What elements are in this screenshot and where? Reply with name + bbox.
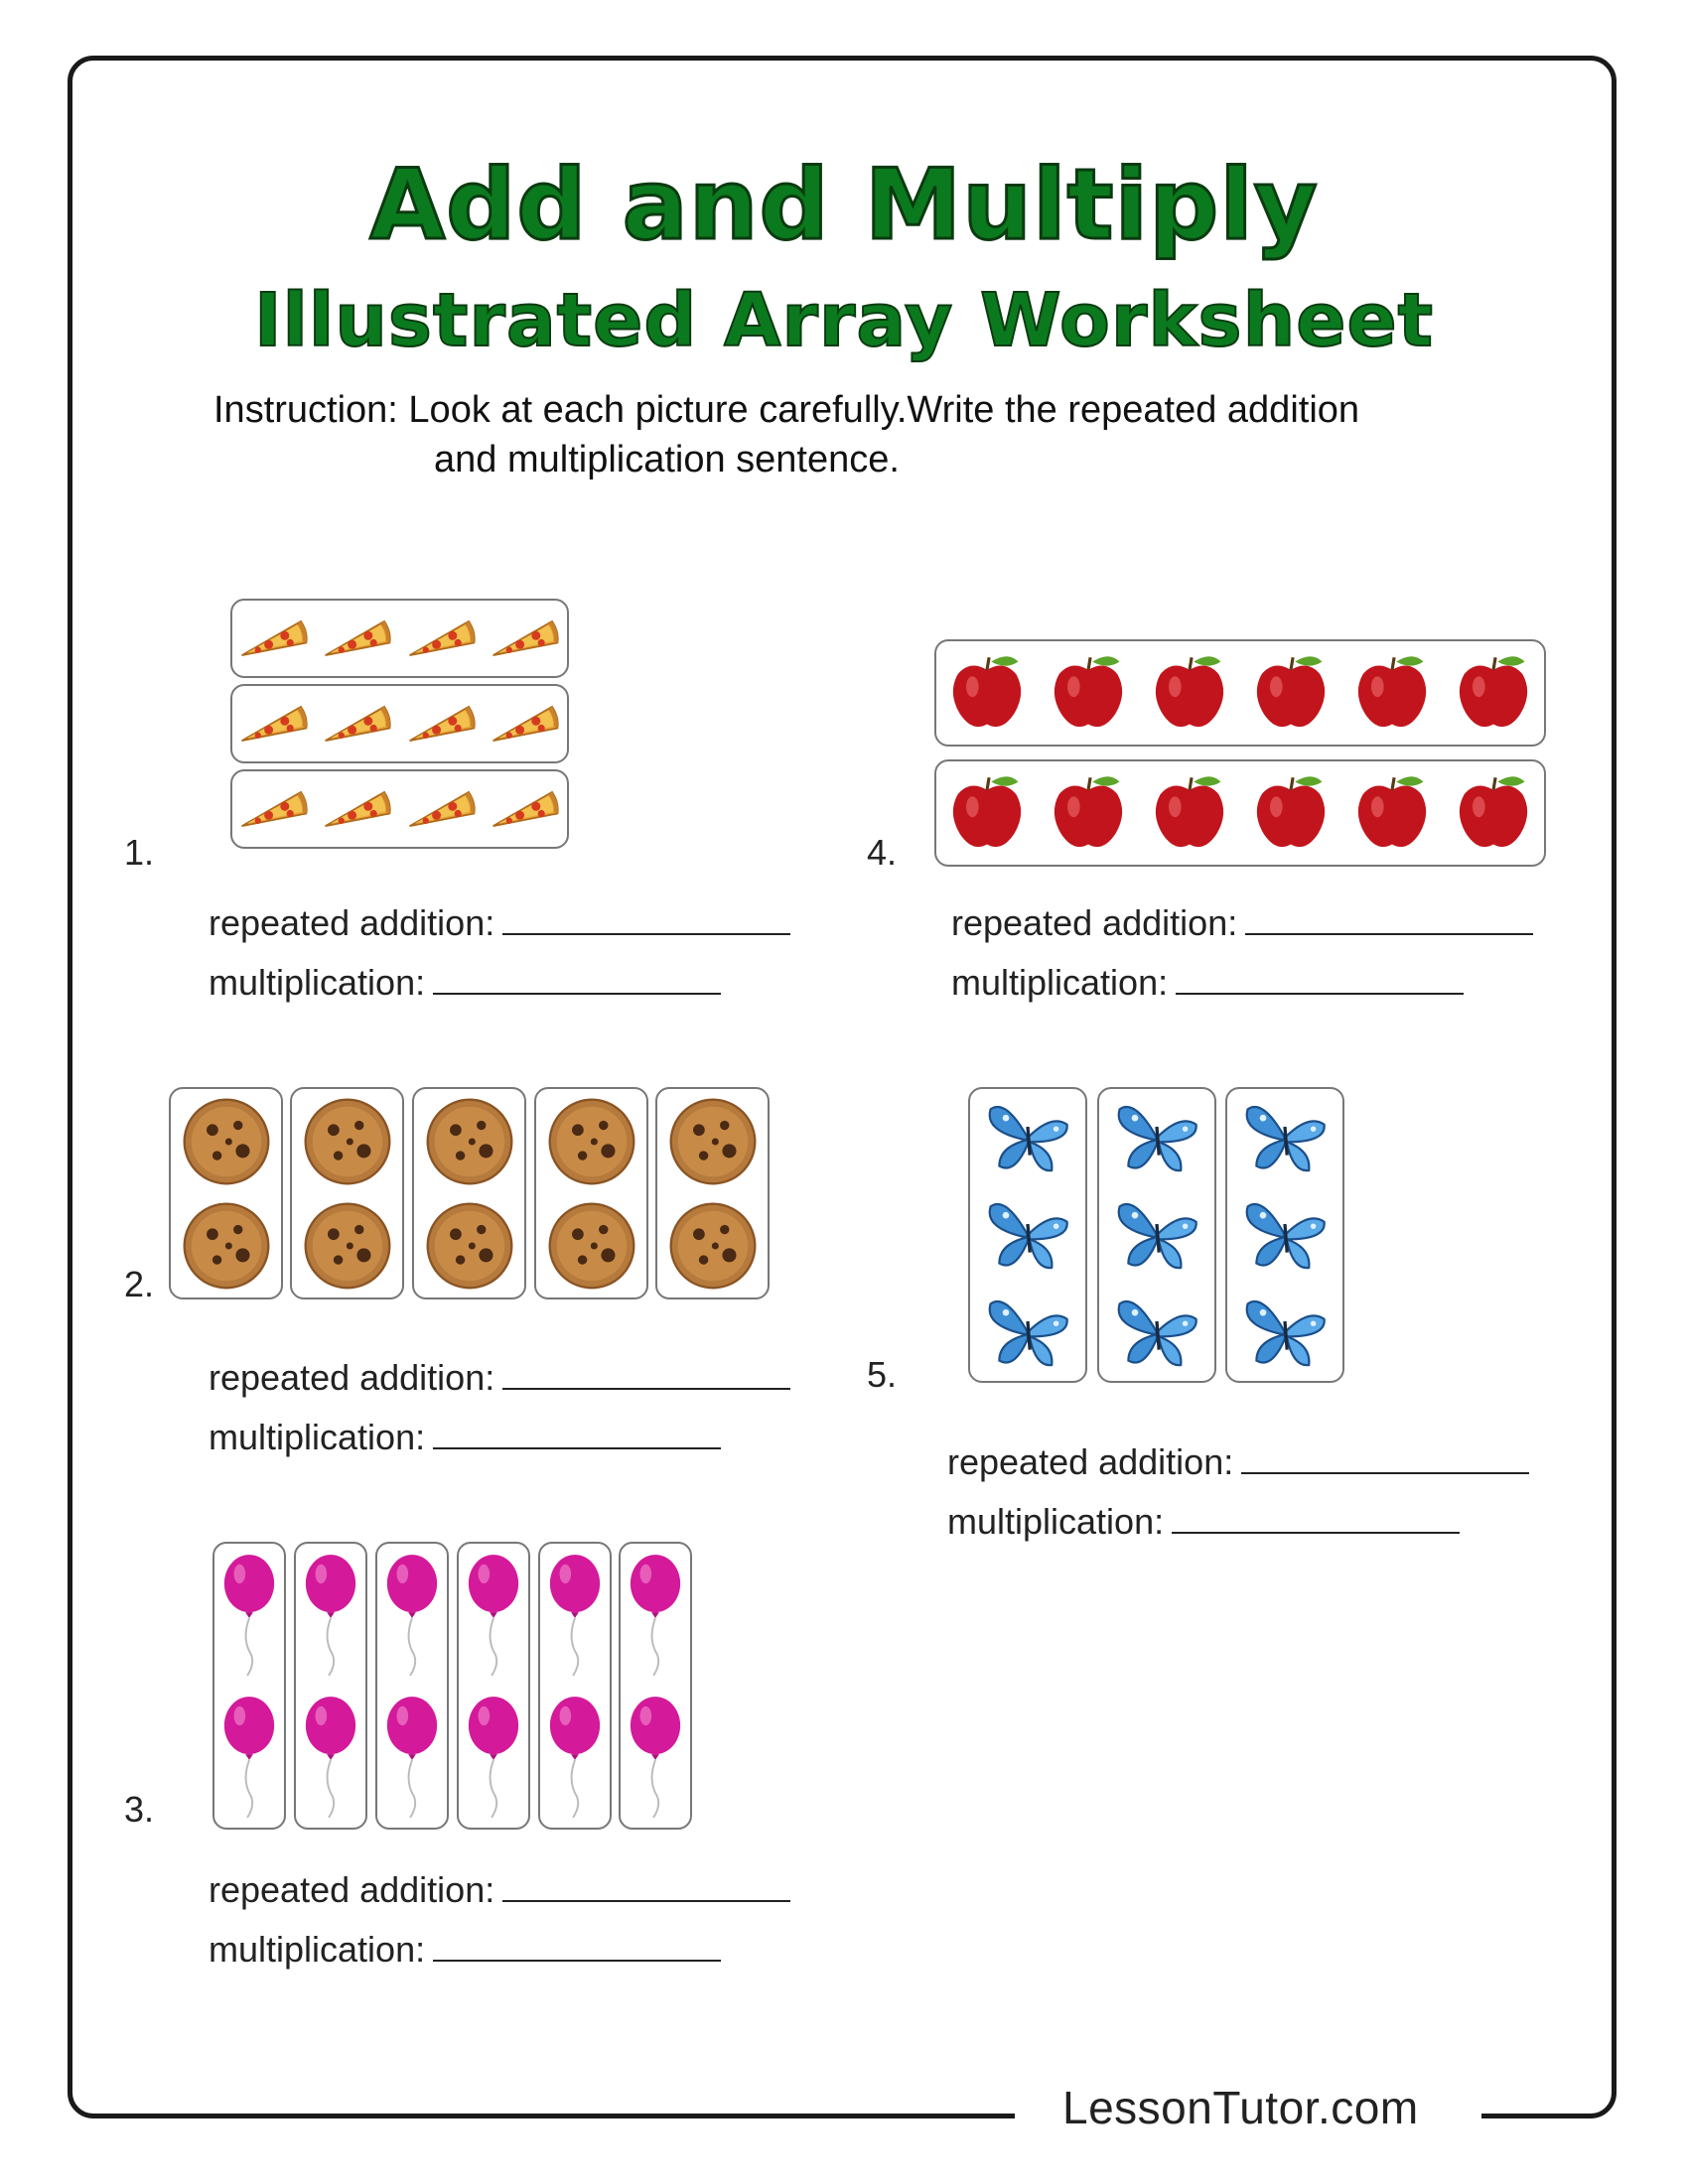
repeated-addition-label: repeated addition: <box>209 902 495 943</box>
cookie-icon <box>545 1095 638 1188</box>
apple-icon <box>1148 651 1231 735</box>
apple-icon <box>1350 651 1434 735</box>
pizza-slice-icon <box>238 615 310 661</box>
problem-4-number: 4. <box>867 832 898 873</box>
apple-icon <box>1148 771 1231 855</box>
multiplication-label: multiplication: <box>951 962 1169 1003</box>
balloon-group-1 <box>212 1542 286 1830</box>
problem-1-answers <box>209 893 790 1013</box>
multiplication-blank[interactable] <box>433 1416 721 1449</box>
problem-2-multiplication <box>209 1408 790 1467</box>
pizza-slice-icon <box>490 615 561 661</box>
repeated-addition-blank[interactable] <box>502 1868 790 1902</box>
cookie-group-2 <box>290 1087 404 1299</box>
cookie-icon <box>423 1199 516 1293</box>
pizza-row-3 <box>230 769 569 849</box>
butterfly-group-2 <box>1097 1087 1216 1383</box>
cookie-icon <box>301 1199 394 1293</box>
instruction-line-1: Instruction: Look at each picture carefully.Write the repeated addition <box>213 389 1360 431</box>
repeated-addition-blank[interactable] <box>1241 1440 1529 1474</box>
problem-4-repeated-addition <box>951 893 1533 953</box>
multiplication-blank[interactable] <box>1176 961 1464 995</box>
balloon-icon <box>383 1695 441 1820</box>
repeated-addition-blank[interactable] <box>1245 901 1533 935</box>
pizza-slice-icon <box>406 701 478 747</box>
apple-icon <box>1249 771 1333 855</box>
pizza-slice-icon <box>490 786 561 832</box>
pizza-slice-icon <box>322 615 393 661</box>
balloon-icon <box>220 1695 278 1820</box>
butterfly-icon <box>982 1191 1073 1279</box>
balloon-group-6 <box>619 1542 692 1830</box>
apple-row-1 <box>934 639 1546 747</box>
apple-icon <box>1047 651 1130 735</box>
apple-icon <box>1452 771 1535 855</box>
balloon-icon <box>220 1553 278 1678</box>
cookie-group-1 <box>169 1087 283 1299</box>
problem-5-number: 5. <box>867 1354 898 1395</box>
problem-3-number: 3. <box>124 1789 155 1830</box>
cookie-icon <box>666 1199 760 1293</box>
repeated-addition-label: repeated addition: <box>951 902 1238 943</box>
balloon-icon <box>302 1695 359 1820</box>
instruction-line-2: and multiplication sentence. <box>434 439 900 480</box>
cookie-icon <box>301 1095 394 1188</box>
apple-row-2 <box>934 759 1546 867</box>
balloon-icon <box>465 1553 522 1678</box>
pizza-slice-icon <box>322 786 393 832</box>
pizza-slice-icon <box>406 786 478 832</box>
repeated-addition-blank[interactable] <box>502 1356 790 1390</box>
butterfly-icon <box>1239 1289 1331 1376</box>
balloon-icon <box>546 1695 604 1820</box>
worksheet-title: Add and Multiply <box>369 149 1319 262</box>
instruction-text <box>213 385 1504 484</box>
balloon-icon <box>383 1553 441 1678</box>
butterfly-icon <box>1111 1191 1202 1279</box>
problem-5-repeated-addition <box>947 1433 1529 1492</box>
apple-icon <box>945 771 1029 855</box>
balloon-group-4 <box>457 1542 530 1830</box>
problem-3-answers <box>209 1860 790 1979</box>
butterfly-icon <box>1239 1094 1331 1181</box>
butterfly-icon <box>982 1094 1073 1181</box>
problem-5-answers <box>947 1433 1529 1552</box>
multiplication-blank[interactable] <box>433 961 721 995</box>
butterfly-icon <box>1111 1094 1202 1181</box>
butterfly-group-3 <box>1225 1087 1344 1383</box>
multiplication-label: multiplication: <box>209 1929 426 1970</box>
cookie-icon <box>180 1199 273 1293</box>
pizza-slice-icon <box>238 786 310 832</box>
pizza-slice-icon <box>406 615 478 661</box>
balloon-group-3 <box>375 1542 449 1830</box>
balloon-icon <box>302 1553 359 1678</box>
balloon-icon <box>627 1553 684 1678</box>
problem-4-multiplication <box>951 953 1533 1013</box>
problem-3-multiplication <box>209 1920 790 1979</box>
balloon-group-5 <box>538 1542 612 1830</box>
pizza-row-1 <box>230 599 569 678</box>
cookie-group-4 <box>534 1087 648 1299</box>
problem-2-number: 2. <box>124 1264 155 1304</box>
apple-icon <box>1047 771 1130 855</box>
balloon-icon <box>546 1553 604 1678</box>
worksheet-subtitle: Illustrated Array Worksheet <box>253 278 1435 363</box>
pizza-row-2 <box>230 684 569 763</box>
multiplication-label: multiplication: <box>209 1417 426 1457</box>
butterfly-icon <box>1239 1191 1331 1279</box>
butterfly-icon <box>982 1289 1073 1376</box>
balloon-icon <box>465 1695 522 1820</box>
repeated-addition-blank[interactable] <box>502 901 790 935</box>
repeated-addition-label: repeated addition: <box>947 1441 1234 1482</box>
apple-icon <box>1249 651 1333 735</box>
problem-5-multiplication <box>947 1492 1529 1552</box>
apple-icon <box>1350 771 1434 855</box>
balloon-group-2 <box>294 1542 367 1830</box>
problem-2-repeated-addition <box>209 1348 790 1408</box>
multiplication-blank[interactable] <box>1172 1500 1460 1534</box>
cookie-icon <box>423 1095 516 1188</box>
problem-4-answers <box>951 893 1533 1013</box>
problem-1-number: 1. <box>124 832 155 873</box>
repeated-addition-label: repeated addition: <box>209 1357 495 1398</box>
butterfly-group-1 <box>968 1087 1087 1383</box>
pizza-slice-icon <box>238 701 310 747</box>
apple-icon <box>1452 651 1535 735</box>
cookie-icon <box>180 1095 273 1188</box>
pizza-slice-icon <box>490 701 561 747</box>
butterfly-icon <box>1111 1289 1202 1376</box>
problem-3-repeated-addition <box>209 1860 790 1920</box>
problem-2-answers <box>209 1348 790 1467</box>
multiplication-label: multiplication: <box>947 1501 1165 1542</box>
footer-site: LessonTutor.com <box>1062 2082 1419 2133</box>
repeated-addition-label: repeated addition: <box>209 1869 495 1910</box>
balloon-icon <box>627 1695 684 1820</box>
multiplication-label: multiplication: <box>209 962 426 1003</box>
problem-1-repeated-addition <box>209 893 790 953</box>
cookie-icon <box>545 1199 638 1293</box>
problem-1-multiplication <box>209 953 790 1013</box>
cookie-icon <box>666 1095 760 1188</box>
cookie-group-5 <box>655 1087 770 1299</box>
pizza-slice-icon <box>322 701 393 747</box>
cookie-group-3 <box>412 1087 526 1299</box>
multiplication-blank[interactable] <box>433 1928 721 1962</box>
apple-icon <box>945 651 1029 735</box>
